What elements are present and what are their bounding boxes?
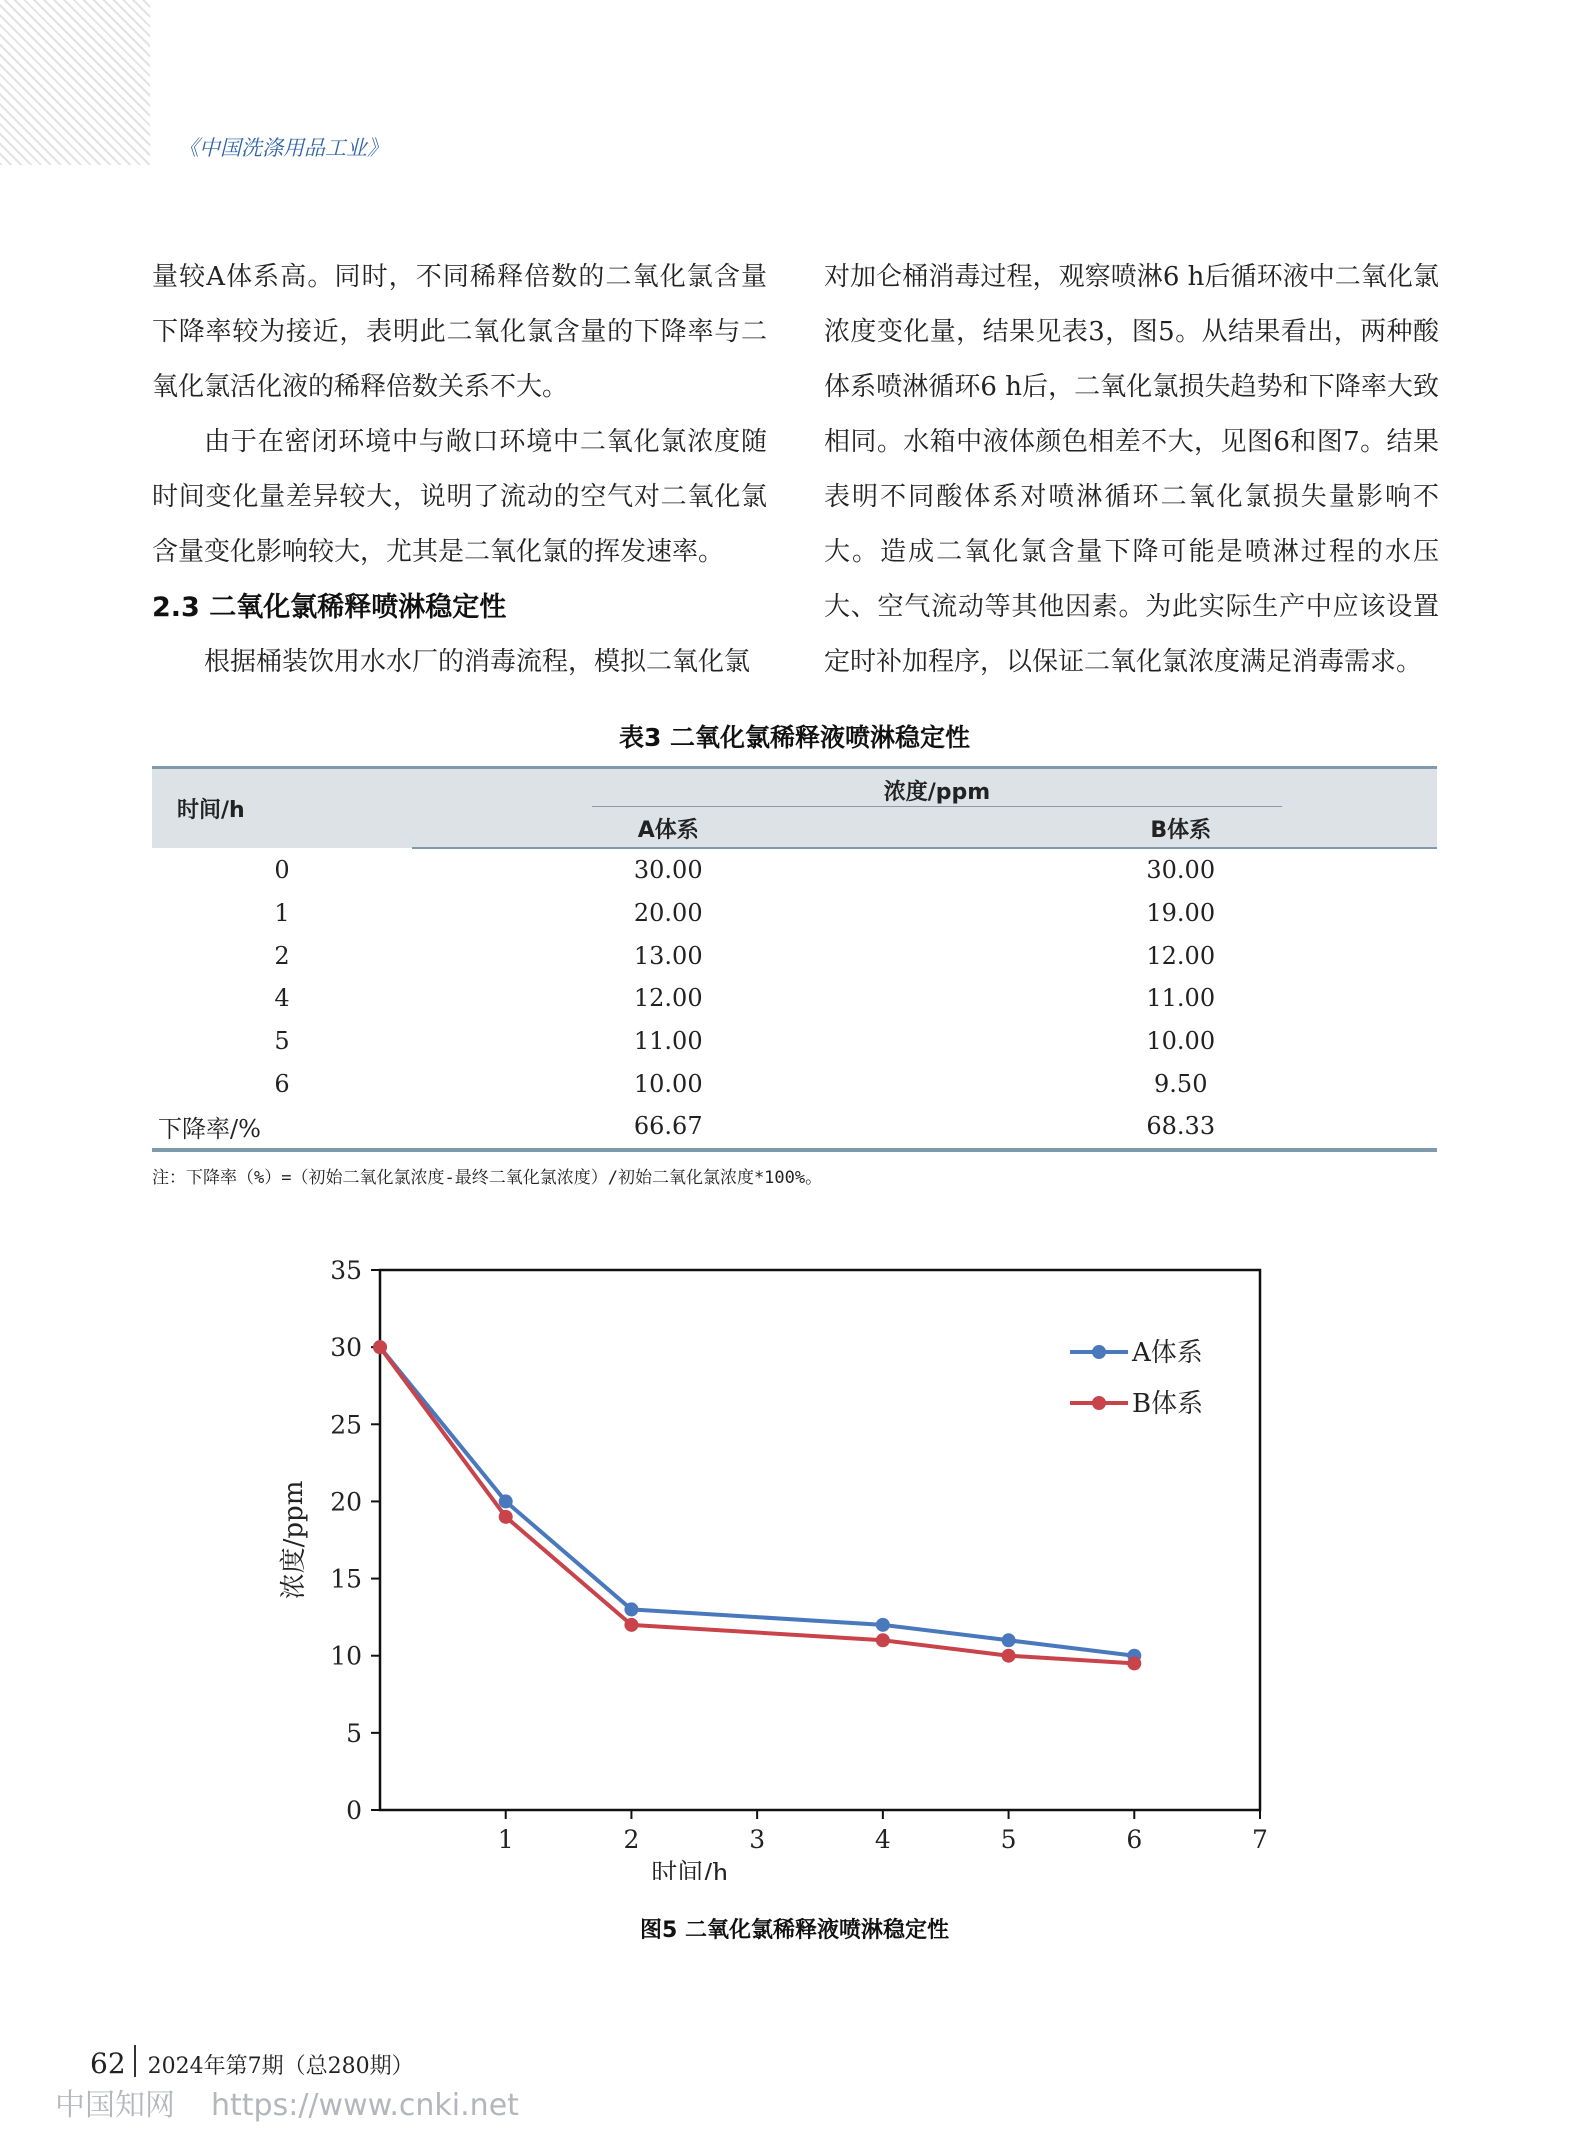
y-tick-label: 30	[330, 1333, 362, 1363]
paragraph: 根据桶装饮用水水厂的消毒流程，模拟二氧化氯	[204, 647, 751, 677]
data-point	[1127, 1656, 1141, 1670]
legend-label: A体系	[1132, 1338, 1203, 1368]
watermark	[55, 2080, 519, 2124]
issue-info: 2024年第7期（总280期）	[147, 2054, 414, 2079]
y-tick-label: 5	[346, 1718, 362, 1748]
legend-swatch-marker	[1092, 1345, 1106, 1359]
x-tick-label: 5	[1000, 1825, 1017, 1854]
cell-b: 9.50	[1154, 1069, 1208, 1098]
page-footer	[90, 2045, 414, 2080]
cell-a: 10.00	[633, 1069, 703, 1098]
paragraph: 对加仑桶消毒过程，观察喷淋6 h后循环液中二氧化氯浓度变化量，结果见表3，图5。从结果看出，两种酸体系喷淋循环6 h后，二氧化氯损失趋势和下降率大致相同。水箱中液体颜色相差不大，见图6和图7。结果表明不同酸体系对喷淋循环二氧化氯损失量影响不大。造成二氧化氯含量下降可能是喷淋过程的水压大、空气流动等其他因素。为此实际生产中应该设置定时补加程序，以保证二氧化氯浓度满足消毒需求。	[824, 262, 1439, 677]
cell-time: 1	[274, 899, 290, 928]
cell-a: 30.00	[633, 856, 703, 885]
corner-decoration	[0, 0, 150, 165]
y-tick-label: 10	[330, 1641, 362, 1671]
cell-b: 12.00	[1146, 941, 1216, 970]
right-column	[824, 250, 1439, 690]
y-tick-label: 35	[330, 1256, 362, 1285]
watermark-name: 中国知网	[55, 2088, 175, 2123]
cell-b: 30.00	[1146, 856, 1216, 885]
table-row	[152, 1062, 1437, 1105]
paragraph: 由于在密闭环境中与敞口环境中二氧化氯浓度随时间变化量差异较大，说明了流动的空气对二氧化氯含量变化影响较大，尤其是二氧化氯的挥发速率。	[152, 427, 767, 567]
y-axis-label: 浓度/ppm	[279, 1480, 309, 1600]
page-number: 62	[90, 2047, 126, 2080]
y-tick-label: 25	[330, 1410, 362, 1440]
x-tick-label: 6	[1126, 1825, 1143, 1854]
y-tick-label: 0	[346, 1796, 362, 1825]
x-tick-label: 3	[749, 1825, 766, 1854]
x-tick-label: 1	[497, 1825, 514, 1854]
cell-a: 20.00	[633, 899, 703, 928]
table-row	[152, 977, 1437, 1020]
data-point	[1002, 1649, 1016, 1663]
data-point	[876, 1633, 890, 1647]
column-header-b: B体系	[925, 809, 1438, 848]
table-row	[152, 848, 1437, 892]
cell-time: 4	[274, 984, 290, 1013]
table-row-rate	[152, 1105, 1437, 1150]
data-point	[624, 1602, 638, 1616]
legend-label: B体系	[1132, 1389, 1204, 1419]
data-point	[624, 1618, 638, 1632]
x-tick-label: 4	[874, 1825, 891, 1854]
cell-a: 11.00	[633, 1027, 703, 1056]
line-chart	[250, 1240, 1350, 1880]
cell-time: 6	[274, 1069, 290, 1098]
table-title: 表3 二氧化氯稀释液喷淋稳定性	[618, 723, 971, 752]
x-tick-label: 2	[623, 1825, 640, 1854]
cell-a: 66.67	[633, 1112, 703, 1141]
x-axis-ticks	[498, 1810, 1268, 1854]
footer-divider	[134, 2045, 136, 2077]
table-note: 注：下降率（%）=（初始二氧化氯浓度-最终二氧化氯浓度）/初始二氧化氯浓度*100%。	[152, 1168, 823, 1188]
paragraph: 量较A体系高。同时，不同稀释倍数的二氧化氯含量下降率较为接近，表明此二氧化氯含量的下降率与二氧化氯活化液的稀释倍数关系不大。	[152, 262, 767, 402]
concentration-label: 浓度/ppm	[592, 771, 1282, 807]
cell-a: 12.00	[633, 984, 703, 1013]
figure-caption: 图5 二氧化氯稀释液喷淋稳定性	[640, 1918, 949, 1943]
cell-b: 68.33	[1146, 1112, 1216, 1141]
table-row	[152, 934, 1437, 977]
x-axis-label: 时间/h	[651, 1859, 729, 1880]
y-axis-ticks	[330, 1256, 380, 1825]
y-tick-label: 20	[330, 1487, 362, 1517]
cell-b: 10.00	[1146, 1027, 1216, 1056]
data-point	[499, 1494, 513, 1508]
x-tick-label: 7	[1252, 1825, 1268, 1854]
watermark-url: https://www.cnki.net	[211, 2088, 519, 2123]
cell-time: 2	[274, 941, 290, 970]
cell-time: 0	[274, 855, 290, 884]
chart-svg	[250, 1240, 1350, 1880]
data-point	[499, 1510, 513, 1524]
table-row	[152, 892, 1437, 935]
legend-swatch-marker	[1092, 1396, 1106, 1410]
left-column	[152, 250, 767, 690]
column-header-concentration	[412, 768, 1437, 810]
data-table	[152, 766, 1437, 1152]
data-point	[1002, 1633, 1016, 1647]
section-heading: 2.3 二氧化氯稀释喷淋稳定性	[152, 592, 507, 623]
cell-b: 19.00	[1146, 899, 1216, 928]
data-point	[876, 1618, 890, 1632]
column-header-a: A体系	[412, 809, 925, 848]
column-header-time: 时间/h	[152, 768, 412, 849]
cell-a: 13.00	[633, 941, 703, 970]
cell-time: 5	[274, 1027, 290, 1056]
table-row	[152, 1020, 1437, 1063]
cell-b: 11.00	[1146, 984, 1216, 1013]
data-point	[373, 1340, 387, 1354]
journal-title: 《中国洗涤用品工业》	[178, 136, 388, 160]
y-tick-label: 15	[330, 1564, 362, 1594]
cell-time: 下降率/%	[158, 1114, 261, 1143]
